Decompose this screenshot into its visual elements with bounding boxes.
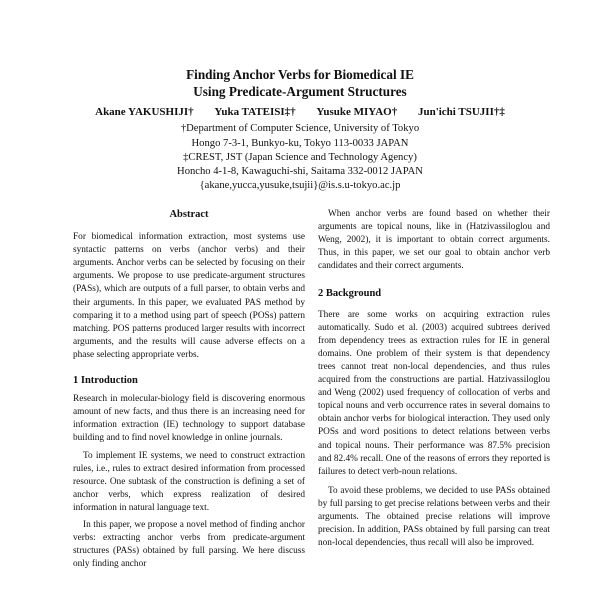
affiliation-address-1: Hongo 7-3-1, Bunkyo-ku, Tokyo 113-0033 JAPAN xyxy=(191,138,409,149)
background-paragraph-2: To avoid these problems, we decided to use PASs obtained by full parsing to get precise relations between verbs and their arguments. The obtained precise relations will improve precision. In addition, PASs obtained by full parsing can treat non-local dependencies, thus recall will also be improved. xyxy=(318,485,550,549)
affiliation-dept: †Department of Computer Science, University of Tokyo xyxy=(180,123,420,134)
abstract-heading: Abstract xyxy=(169,209,209,220)
author-emails: {akane,yucca,yusuke,tsujii}@is.s.u-tokyo.ac.jp xyxy=(199,180,401,191)
affiliation-crest: ‡CREST, JST (Japan Science and Technology Agency) xyxy=(183,152,417,163)
left-column xyxy=(73,208,305,571)
intro-paragraph-2: To implement IE systems, we need to construct extraction rules, i.e., rules to extract desired information from processed resource. One subtask of the construction is defining a set of anchor verbs, which express realization of desired information in natural language text. xyxy=(73,450,305,513)
author-3: Yusuke MIYAO† xyxy=(316,106,398,118)
abstract-text: For biomedical information extraction, most systems use syntactic patterns on verbs (anchor verbs) and their arguments. Anchor verbs can be selected by focusing on their arguments. We propose to use predicate-argument structures (PASs), which are outputs of a full parser, to obtain verbs and their arguments. In this paper, we evaluated PAS method by comparing it to a method using part of speech (POSs) pattern matching. POS patterns produced larger results with incorrect arguments, and the results will cause adverse effects on a phase selecting appropriate verbs. xyxy=(73,232,305,360)
affiliation-address-2: Honcho 4-1-8, Kawaguchi-shi, Saitama 332-0012 JAPAN xyxy=(177,166,423,177)
author-list xyxy=(0,105,600,120)
intro-paragraph-1: Research in molecular-biology field is discovering enormous amount of new facts, and thus there is an increasing need for information extraction (IE) technology to support database building and to find novel knowledge in online journals. xyxy=(73,394,305,444)
right-paragraph-1: When anchor verbs are found based on whether their arguments are topical nouns, like in (Hatzivassiloglou and Weng, 2002), it is important to obtain correct arguments. Thus, in this paper, we set our goal to obtain anchor verb candidates and their correct arguments. xyxy=(318,209,550,272)
right-column xyxy=(318,208,550,550)
background-paragraph-1: There are some works on acquiring extraction rules automatically. Sudo et al. (2003) acquired subtrees derived from dependency trees as extraction rules for IE in general domains. One problem of their system is that dependency trees cannot treat non-local dependencies, and thus rules acquired from the constructions are partial. Hatzivassiloglou and Weng (2002) used frequency of collocation of verbs and topical nouns and verb occurrence rates in several domains to obtain anchor verbs for biological interaction. They used only POSs and word positions to detect relations between verbs and topical nouns. Their performance was 87.5% precision and 82.4% recall. One of the reasons of errors they reported is failures to detect verb-noun relations. xyxy=(318,309,550,477)
section-heading-background: 2 Background xyxy=(318,288,382,300)
intro-paragraph-3: In this paper, we propose a novel method of finding anchor verbs: extracting anchor verbs from predicate-argument structures (PASs) obtained by full parsing. We here discuss only finding anchor xyxy=(73,519,305,570)
author-4: Jun'ichi TSUJII†‡ xyxy=(417,106,505,118)
paper-title-line-1: Finding Anchor Verbs for Biomedical IE xyxy=(186,67,414,82)
paper-title-line-2: Using Predicate-Argument Structures xyxy=(193,84,407,99)
author-1: Akane YAKUSHIJI† xyxy=(95,106,194,118)
section-heading-introduction: 1 Introduction xyxy=(73,375,138,387)
author-2: Yuka TATEISI‡† xyxy=(214,106,296,118)
